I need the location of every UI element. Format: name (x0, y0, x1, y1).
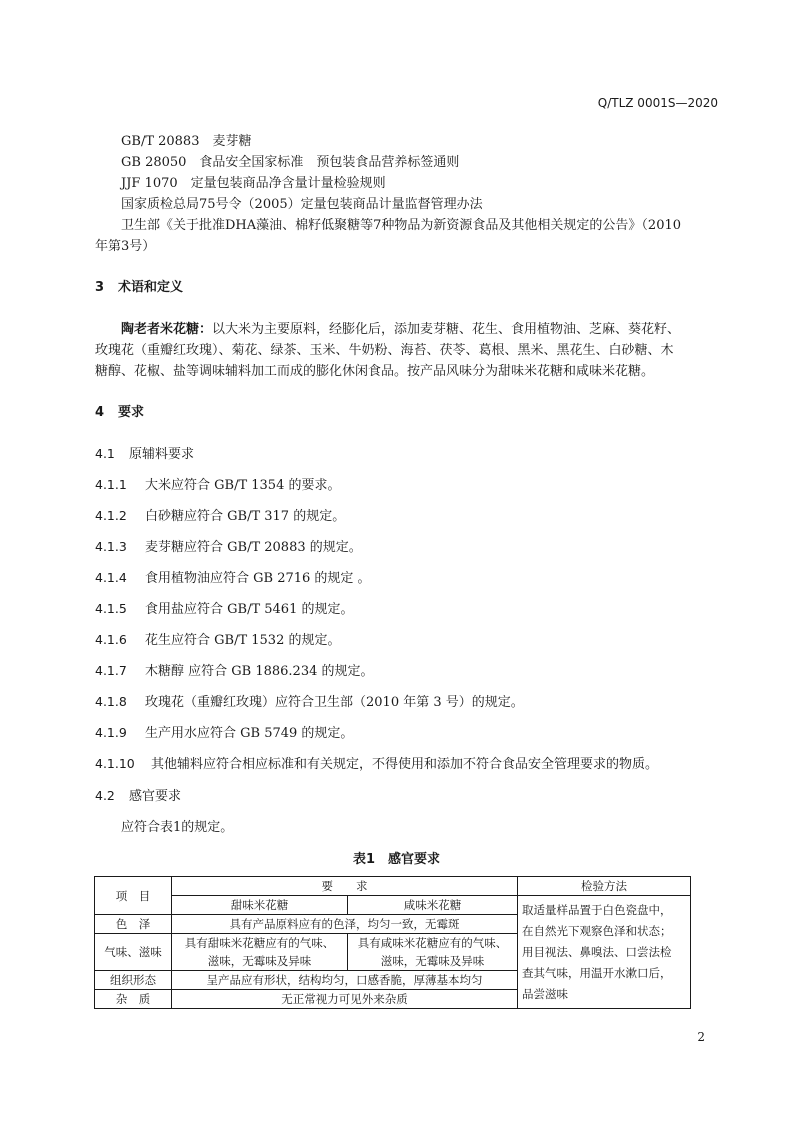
clause-text: 玫瑰花（重瓣红玫瑰）应符合卫生部（2010 年第 3 号）的规定。 (145, 695, 524, 710)
section-number: 4 (95, 405, 105, 420)
method-line: 品尝滋味 (522, 986, 568, 1001)
clause-number: 4.1.9 (95, 725, 127, 740)
clause (95, 722, 353, 741)
clause (95, 691, 524, 710)
subsection-heading-4-2 (95, 785, 181, 804)
clause-number: 4.1 (95, 446, 115, 461)
reference-item: JJF 1070 定量包装商品净含量计量检验规则 (121, 176, 386, 191)
row-value-smell-sweet (172, 934, 348, 971)
row-label-texture: 组织形态 (95, 971, 172, 990)
clause (95, 505, 345, 524)
row-label-impurity: 杂 质 (95, 990, 172, 1009)
clause-number: 4.1.7 (95, 663, 127, 678)
method-line: 用目视法、鼻嗅法、口尝法检 (522, 944, 672, 959)
section-title: 术语和定义 (118, 280, 184, 295)
clause-number: 4.1.2 (95, 508, 127, 523)
document-code: Q/TLZ 0001S—2020 (597, 96, 718, 110)
clause-number: 4.1.10 (95, 756, 135, 771)
method-line: 取适量样品置于白色瓷盘中， (522, 902, 672, 917)
term-definition-line: 玫瑰花（重瓣红玫瑰）、菊花、绿茶、玉米、牛奶粉、海苔、茯苓、葛根、黑米、黑花生、白砂糖、木 (95, 343, 674, 358)
row-label-smell: 气味、滋味 (95, 934, 172, 971)
clause-number: 4.2 (95, 788, 115, 803)
reference-item: GB/T 20883 麦芽糖 (121, 134, 252, 149)
section-heading-3 (95, 276, 183, 295)
header-requirements: 要 求 (172, 877, 518, 896)
definition-text: 以大米为主要原料，经膨化后，添加麦芽糖、花生、食用植物油、芝麻、葵花籽、 (212, 322, 681, 337)
header-sweet: 甜味米花糖 (172, 896, 348, 915)
cell-line: 滋味，无霉味及异味 (207, 954, 312, 968)
clause-text: 大米应符合 GB/T 1354 的要求。 (145, 478, 341, 493)
clause (95, 536, 362, 555)
table-reference-text: 应符合表1的规定。 (121, 820, 234, 835)
clause-text: 食用盐应符合 GB/T 5461 的规定。 (145, 602, 354, 617)
clause-number: 4.1.3 (95, 539, 127, 554)
clause-text: 白砂糖应符合 GB/T 317 的规定。 (145, 509, 346, 524)
clause (95, 629, 340, 648)
method-line: 查其气味，用温开水漱口后， (522, 965, 672, 980)
header-method: 检验方法 (518, 877, 691, 896)
section-title: 要求 (118, 405, 145, 420)
clause-number: 4.1.8 (95, 694, 127, 709)
row-label-color: 色 泽 (95, 915, 172, 934)
reference-item: 年第3号） (95, 239, 156, 254)
clause (95, 567, 371, 586)
row-value-texture: 呈产品应有形状，结构均匀，口感香脆，厚薄基本均匀 (172, 971, 518, 990)
clause-text: 木糖醇 应符合 GB 1886.234 的规定。 (145, 664, 374, 679)
section-number: 3 (95, 280, 105, 295)
sensory-requirements-table (94, 876, 691, 1009)
term-name: 陶老者米花糖： (121, 322, 213, 337)
header-item: 项 目 (95, 877, 172, 915)
row-value-color: 具有产品原料应有的色泽，均匀一致，无霉斑 (172, 915, 518, 934)
reference-item: 卫生部《关于批准DHA藻油、棉籽低聚糖等7种物品为新资源食品及其他相关规定的公告》（2010 (121, 218, 682, 233)
section-heading-4 (95, 401, 144, 420)
method-line: 在自然光下观察色泽和状态； (522, 923, 672, 938)
clause-text: 麦芽糖应符合 GB/T 20883 的规定。 (145, 540, 362, 555)
table-caption: 表1 感官要求 (352, 852, 441, 867)
clause (95, 660, 374, 679)
method-cell (518, 896, 691, 1009)
reference-item: GB 28050 食品安全国家标准 预包装食品营养标签通则 (121, 155, 460, 170)
cell-line: 滋味，无霉味及异味 (380, 954, 485, 968)
clause-number: 4.1.1 (95, 477, 127, 492)
clause (95, 753, 658, 772)
reference-item: 国家质检总局75号令（2005）定量包装商品计量监督管理办法 (121, 197, 483, 212)
clause-number: 4.1.6 (95, 632, 127, 647)
page-number: 2 (697, 1030, 705, 1044)
clause (95, 474, 340, 493)
clause-text: 生产用水应符合 GB 5749 的规定。 (145, 726, 354, 741)
subsection-title: 感官要求 (129, 789, 182, 804)
row-value-impurity: 无正常视力可见外来杂质 (172, 990, 518, 1009)
term-definition-line: 糖醇、花椒、盐等调味辅料加工而成的膨化休闲食品。按产品风味分为甜味米花糖和咸味米花糖。 (95, 364, 655, 379)
clause-number: 4.1.5 (95, 601, 127, 616)
clause-number: 4.1.4 (95, 570, 127, 585)
term-definition-line (121, 318, 680, 337)
row-value-smell-salty (348, 934, 518, 971)
header-salty: 咸味米花糖 (348, 896, 518, 915)
cell-line: 具有甜味米花糖应有的气味、 (184, 936, 335, 950)
subsection-heading-4-1 (95, 443, 194, 462)
cell-line: 具有咸味米花糖应有的气味、 (357, 936, 508, 950)
subsection-title: 原辅料要求 (129, 447, 195, 462)
clause (95, 598, 353, 617)
clause-text: 食用植物油应符合 GB 2716 的规定 。 (145, 571, 371, 586)
clause-text: 其他辅料应符合相应标准和有关规定，不得使用和添加不符合食品安全管理要求的物质。 (151, 757, 659, 772)
clause-text: 花生应符合 GB/T 1532 的规定。 (145, 633, 341, 648)
